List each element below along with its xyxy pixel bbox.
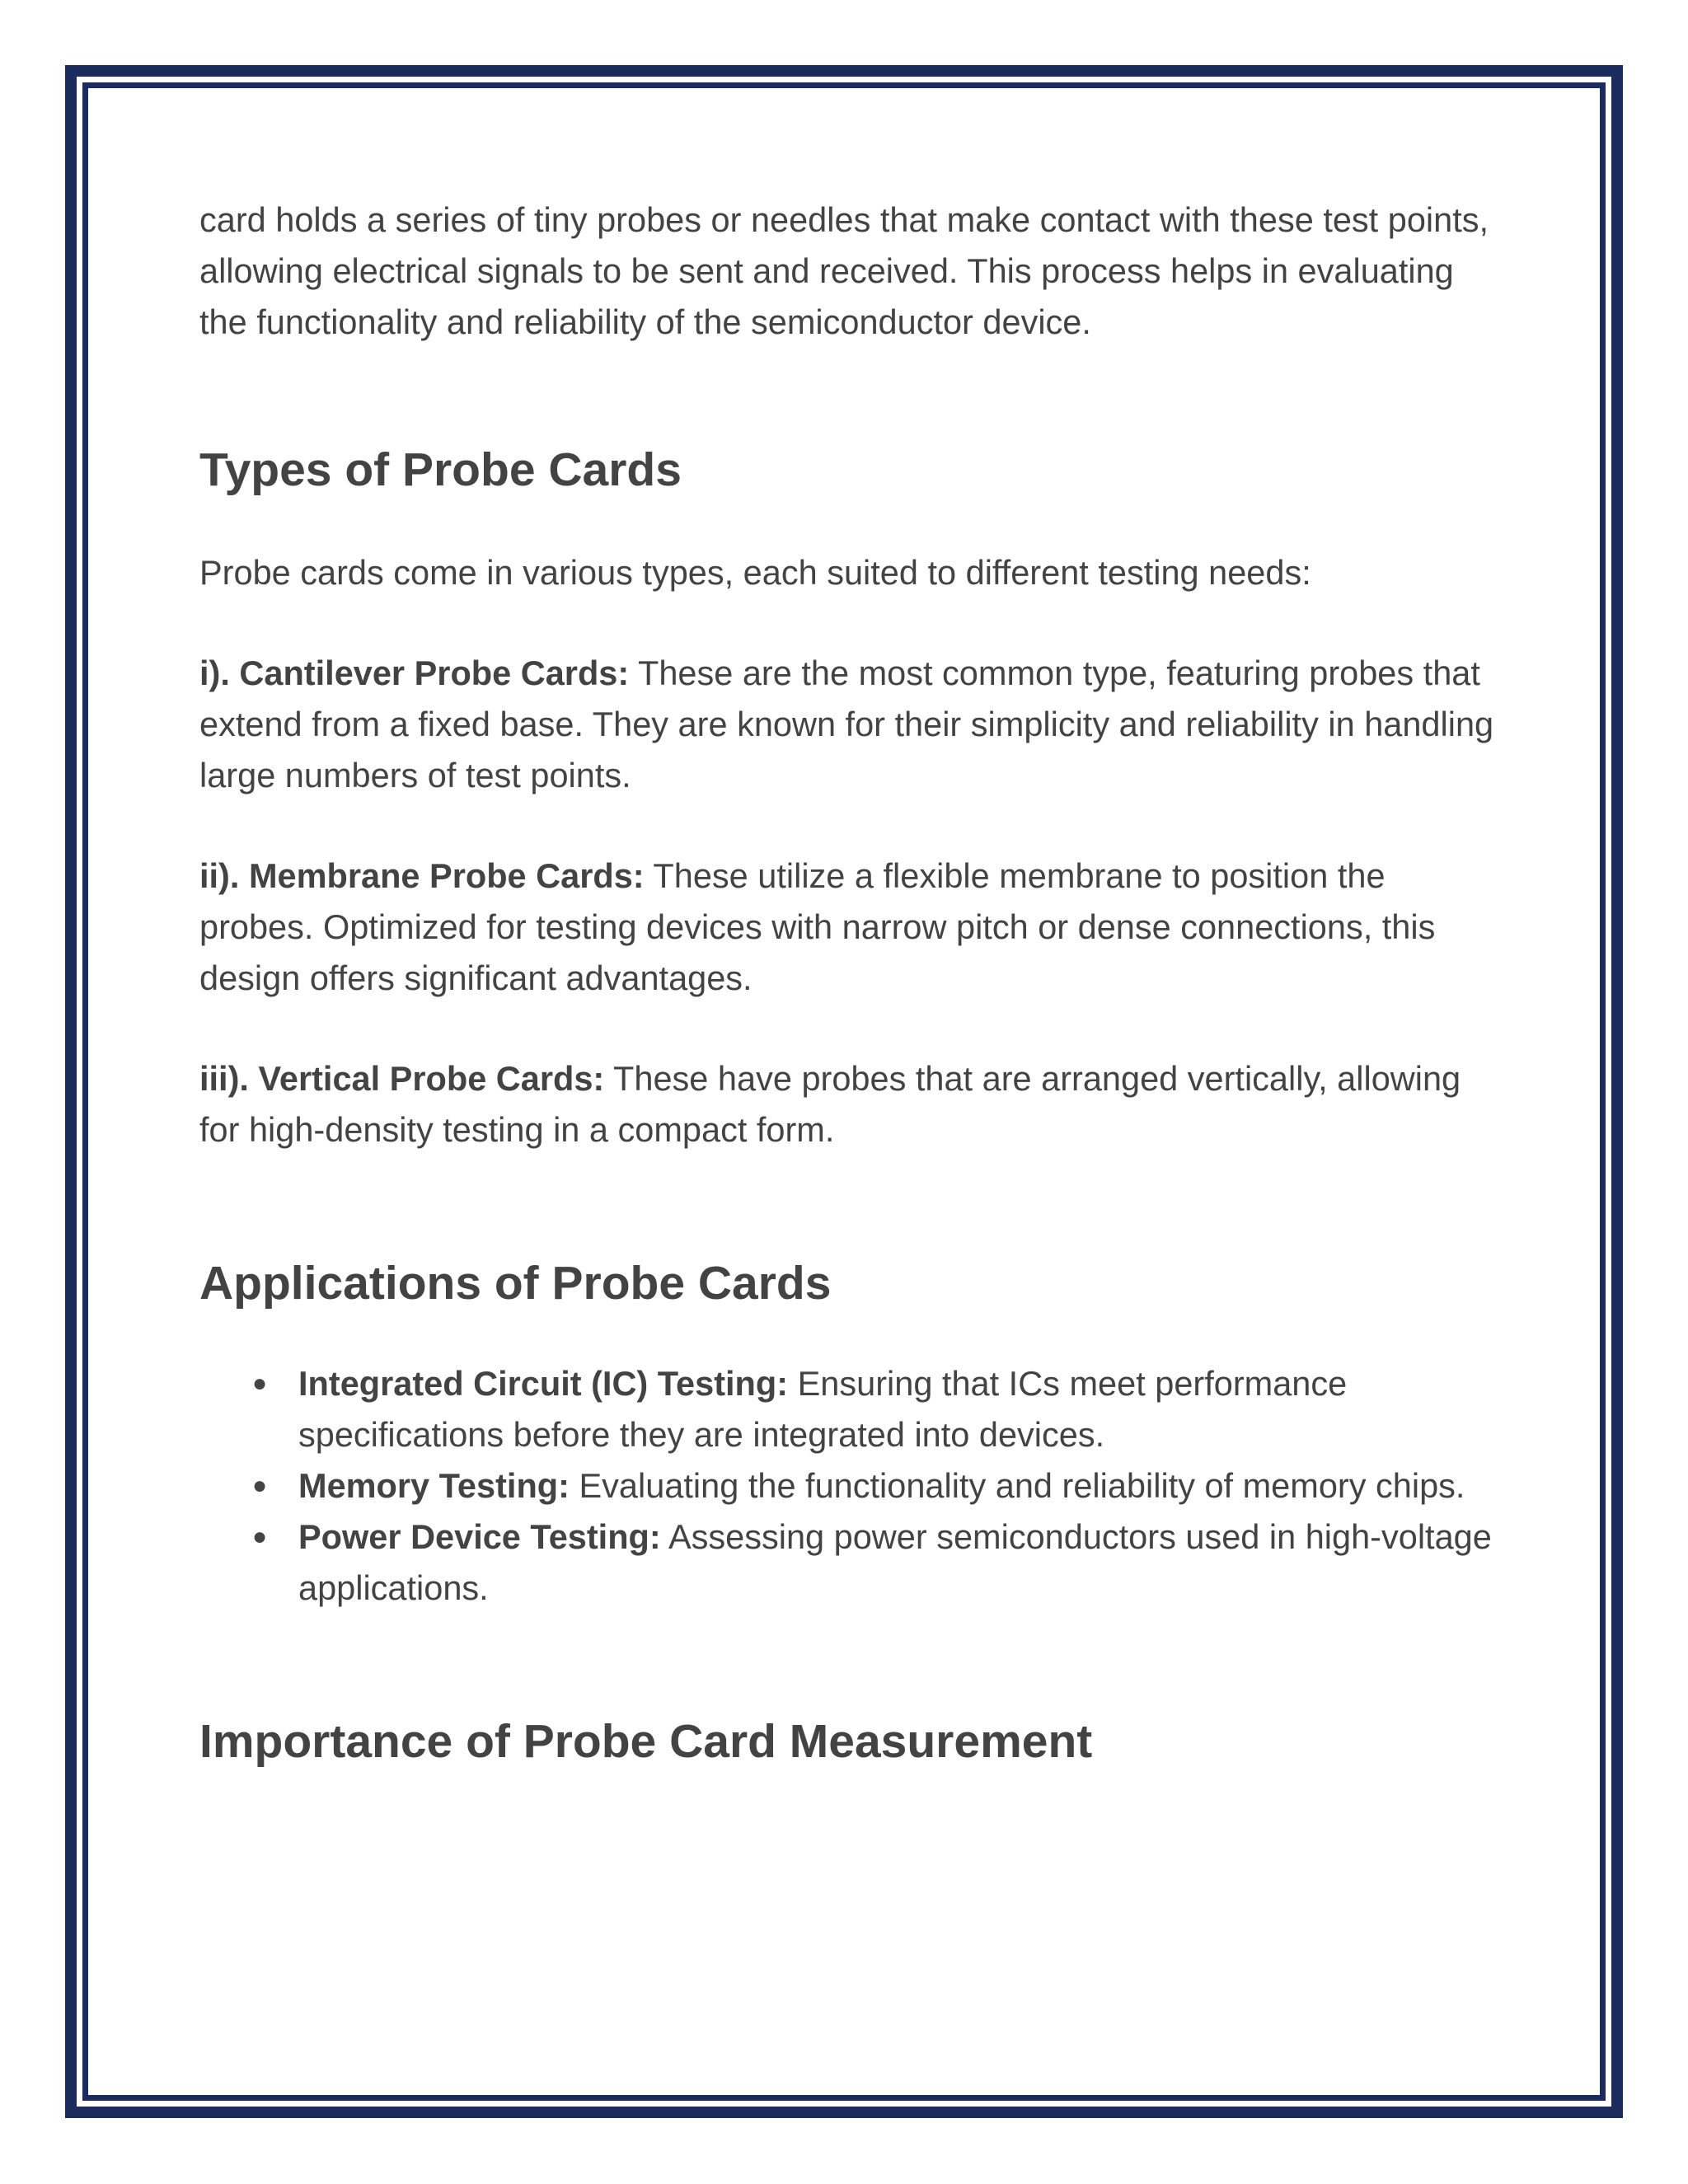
bullet-icon: ● — [252, 1472, 268, 1499]
type-item-cantilever — [199, 648, 1502, 801]
list-item — [199, 1511, 1502, 1614]
type-term: ii). Membrane Probe Cards: — [199, 856, 645, 895]
application-term: Integrated Circuit (IC) Testing: — [298, 1364, 789, 1403]
list-item — [199, 1358, 1502, 1460]
type-description: These utilize a flexible membrane to position the probes. Optimized for testing devices with narrow pitch or dense connections, this design offers significant advantages. — [199, 856, 1436, 997]
list-item — [199, 1460, 1502, 1511]
type-term: i). Cantilever Probe Cards: — [199, 654, 630, 692]
type-description: These have probes that are arranged vertically, allowing for high-density testing in a compact form. — [199, 1059, 1461, 1149]
type-description: These are the most common type, featuring probes that extend from a fixed base. They are known for their simplicity and reliability in handling large numbers of test points. — [199, 654, 1494, 794]
application-description: Assessing power semiconductors used in high-voltage applications. — [298, 1517, 1492, 1607]
document-body — [199, 194, 1502, 1770]
bullet-icon: ● — [252, 1523, 268, 1550]
importance-heading: Importance of Probe Card Measurement — [199, 1715, 1093, 1768]
applications-list — [199, 1358, 1502, 1614]
type-item-membrane — [199, 851, 1502, 1004]
types-intro-paragraph: Probe cards come in various types, each suited to different testing needs: — [199, 553, 1311, 592]
bullet-icon: ● — [252, 1370, 268, 1397]
applications-heading: Applications of Probe Cards — [199, 1257, 832, 1310]
type-term: iii). Vertical Probe Cards: — [199, 1059, 605, 1098]
application-description: Ensuring that ICs meet performance specifications before they are integrated into devices. — [298, 1364, 1348, 1454]
type-item-vertical — [199, 1053, 1502, 1155]
application-term: Power Device Testing: — [298, 1517, 661, 1556]
application-term: Memory Testing: — [298, 1466, 570, 1505]
types-heading: Types of Probe Cards — [199, 443, 682, 496]
application-description: Evaluating the functionality and reliability of memory chips. — [569, 1466, 1465, 1505]
intro-paragraph: card holds a series of tiny probes or needles that make contact with these test points, allowing electrical signals to be sent and received. This process helps in evaluating the functionality and reliability of the semiconductor device. — [199, 200, 1489, 341]
